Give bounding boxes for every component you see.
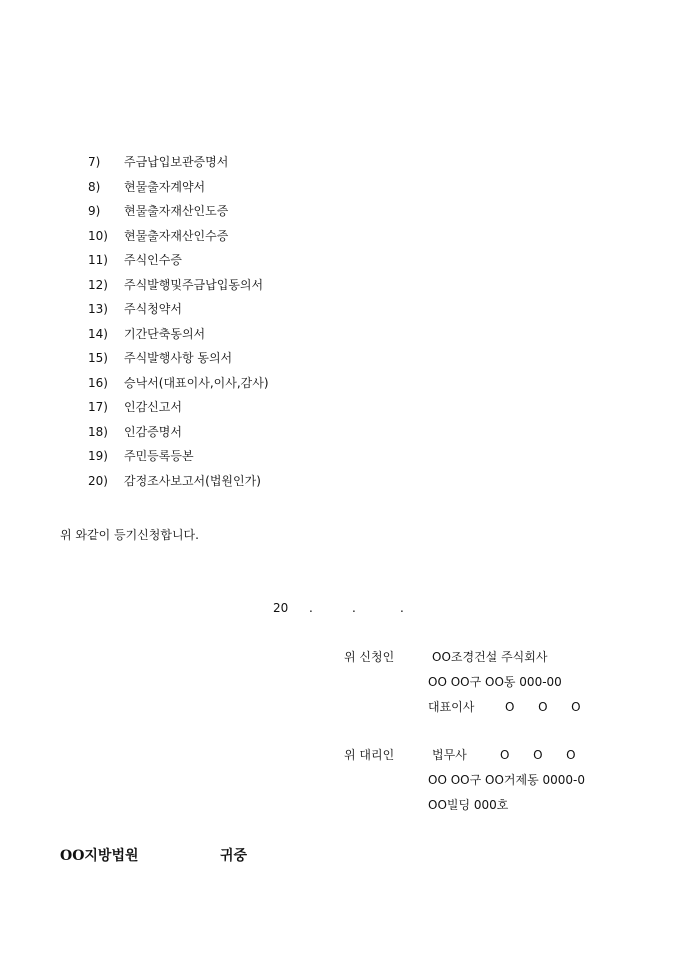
attachment-number: 9) xyxy=(88,204,101,218)
attachment-number: 17) xyxy=(88,400,108,414)
applicant-rep-title: 대표이사 xyxy=(428,700,475,714)
attachment-number: 14) xyxy=(88,326,108,341)
attachment-title: 주금납입보관증명서 xyxy=(124,155,229,169)
applicant-rep-name: O O O xyxy=(505,700,581,714)
attachment-title: 현물출자재산인도증 xyxy=(124,204,229,218)
attachment-title: 인감증명서 xyxy=(124,424,182,439)
applicant-label: 위 신청인 xyxy=(344,650,395,664)
attachment-number: 8) xyxy=(88,179,101,194)
attachment-title: 주식인수증 xyxy=(124,253,182,267)
applicant-address: OO OO구 OO동 000-00 xyxy=(428,675,562,689)
attachment-title: 인감신고서 xyxy=(124,400,182,414)
attachment-number: 18) xyxy=(88,424,108,439)
agent-address-1: OO OO구 OO거제동 0000-0 xyxy=(428,773,585,787)
attachment-number: 11) xyxy=(88,253,108,267)
agent-title: 법무사 xyxy=(432,748,467,762)
attachment-title: 승낙서(대표이사,이사,감사) xyxy=(124,375,269,390)
attachment-title: 주식발행및주금납입동의서 xyxy=(124,277,264,292)
attachment-title: 주식발행사항 동의서 xyxy=(124,351,233,365)
attachment-title: 현물출자재산인수증 xyxy=(124,228,229,243)
agent-address-2: OO빌딩 000호 xyxy=(428,798,509,812)
attachment-title: 기간단축동의서 xyxy=(124,326,206,341)
attachment-title: 감정조사보고서(법원인가) xyxy=(124,473,261,488)
date-sep-1: . xyxy=(309,601,313,615)
attachment-number: 10) xyxy=(88,228,108,243)
attachment-title: 주식청약서 xyxy=(124,302,182,316)
date-sep-2: . xyxy=(352,601,356,615)
attachment-title: 현물출자계약서 xyxy=(124,179,206,194)
attachment-number: 12) xyxy=(88,277,108,292)
agent-label: 위 대리인 xyxy=(344,748,395,762)
attachment-number: 7) xyxy=(88,155,101,169)
applicant-company: OO조경건설 주식회사 xyxy=(432,650,548,664)
attachment-number: 19) xyxy=(88,449,108,463)
agent-name: O O O xyxy=(500,748,576,762)
attachment-title: 주민등록등본 xyxy=(124,449,194,463)
court-honorific: 귀중 xyxy=(220,848,248,864)
attachment-number: 16) xyxy=(88,375,108,390)
attachment-number: 15) xyxy=(88,351,108,365)
attachment-number: 13) xyxy=(88,302,108,316)
statement-text: 위 와같이 등기신청합니다. xyxy=(60,528,199,542)
date-year: 20 xyxy=(273,601,289,615)
attachment-number: 20) xyxy=(88,473,108,488)
date-sep-3: . xyxy=(400,601,404,615)
court-name: OO지방법원 xyxy=(60,848,139,864)
